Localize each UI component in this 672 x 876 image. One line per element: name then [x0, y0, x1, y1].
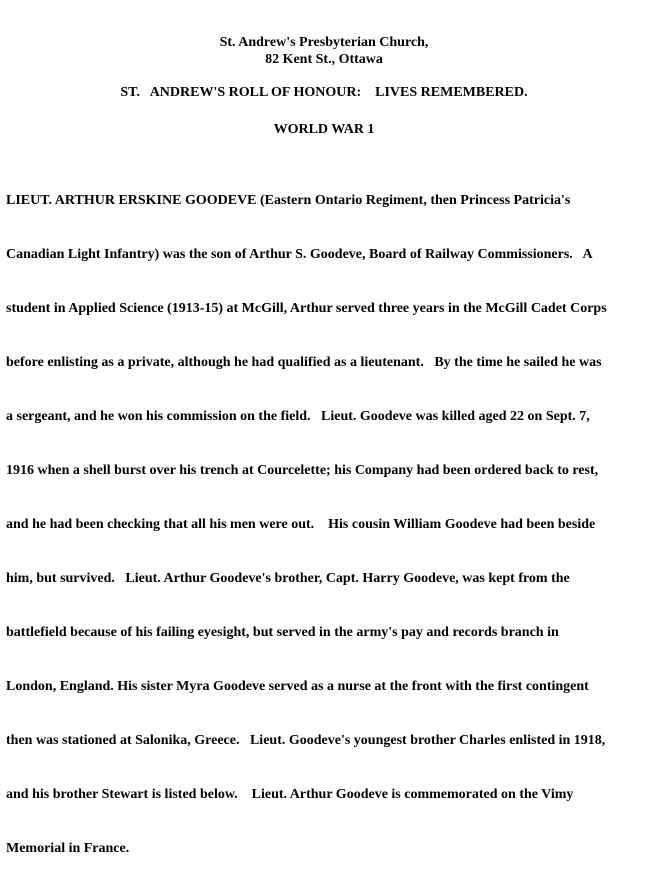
biography-line: before enlisting as a private, although he had qualified as a lieutenant. By the time he sailed he was	[6, 355, 602, 370]
roll-of-honour-title: ST. ANDREW'S ROLL OF HONOUR: LIVES REMEMBERED.	[120, 85, 528, 100]
biography-line: student in Applied Science (1913-15) at McGill, Arthur served three years in the McGill Cadet Corps	[6, 301, 607, 316]
church-address: 82 Kent St., Ottawa	[265, 52, 383, 67]
war-heading: WORLD WAR 1	[273, 122, 375, 137]
biography-line: Memorial in France.	[6, 841, 130, 856]
biography-text	[6, 156, 670, 876]
biography-line: LIEUT. ARTHUR ERSKINE GOODEVE (Eastern Ontario Regiment, then Princess Patricia's	[6, 193, 571, 208]
biography-line: a sergeant, and he won his commission on the field. Lieut. Goodeve was killed aged 22 on Sept. 7,	[6, 409, 590, 424]
biography-line: and he had been checking that all his men were out. His cousin William Goodeve had been beside	[6, 517, 596, 532]
biography-line: and his brother Stewart is listed below. Lieut. Arthur Goodeve is commemorated on the Vimy	[6, 787, 574, 802]
biography-line: him, but survived. Lieut. Arthur Goodeve's brother, Capt. Harry Goodeve, was kept from the	[6, 571, 570, 586]
church-name: St. Andrew's Presbyterian Church,	[219, 35, 429, 50]
biography-line: Canadian Light Infantry) was the son of Arthur S. Goodeve, Board of Railway Commissioners. A	[6, 247, 593, 262]
biography-line: then was stationed at Salonika, Greece. Lieut. Goodeve's youngest brother Charles enlisted in 1918,	[6, 733, 606, 748]
biography-line: battlefield because of his failing eyesight, but served in the army's pay and records branch in	[6, 625, 559, 640]
biography-line: London, England. His sister Myra Goodeve served as a nurse at the front with the first contingent	[6, 679, 589, 694]
biography-line: 1916 when a shell burst over his trench at Courcelette; his Company had been ordered back to rest,	[6, 463, 599, 478]
